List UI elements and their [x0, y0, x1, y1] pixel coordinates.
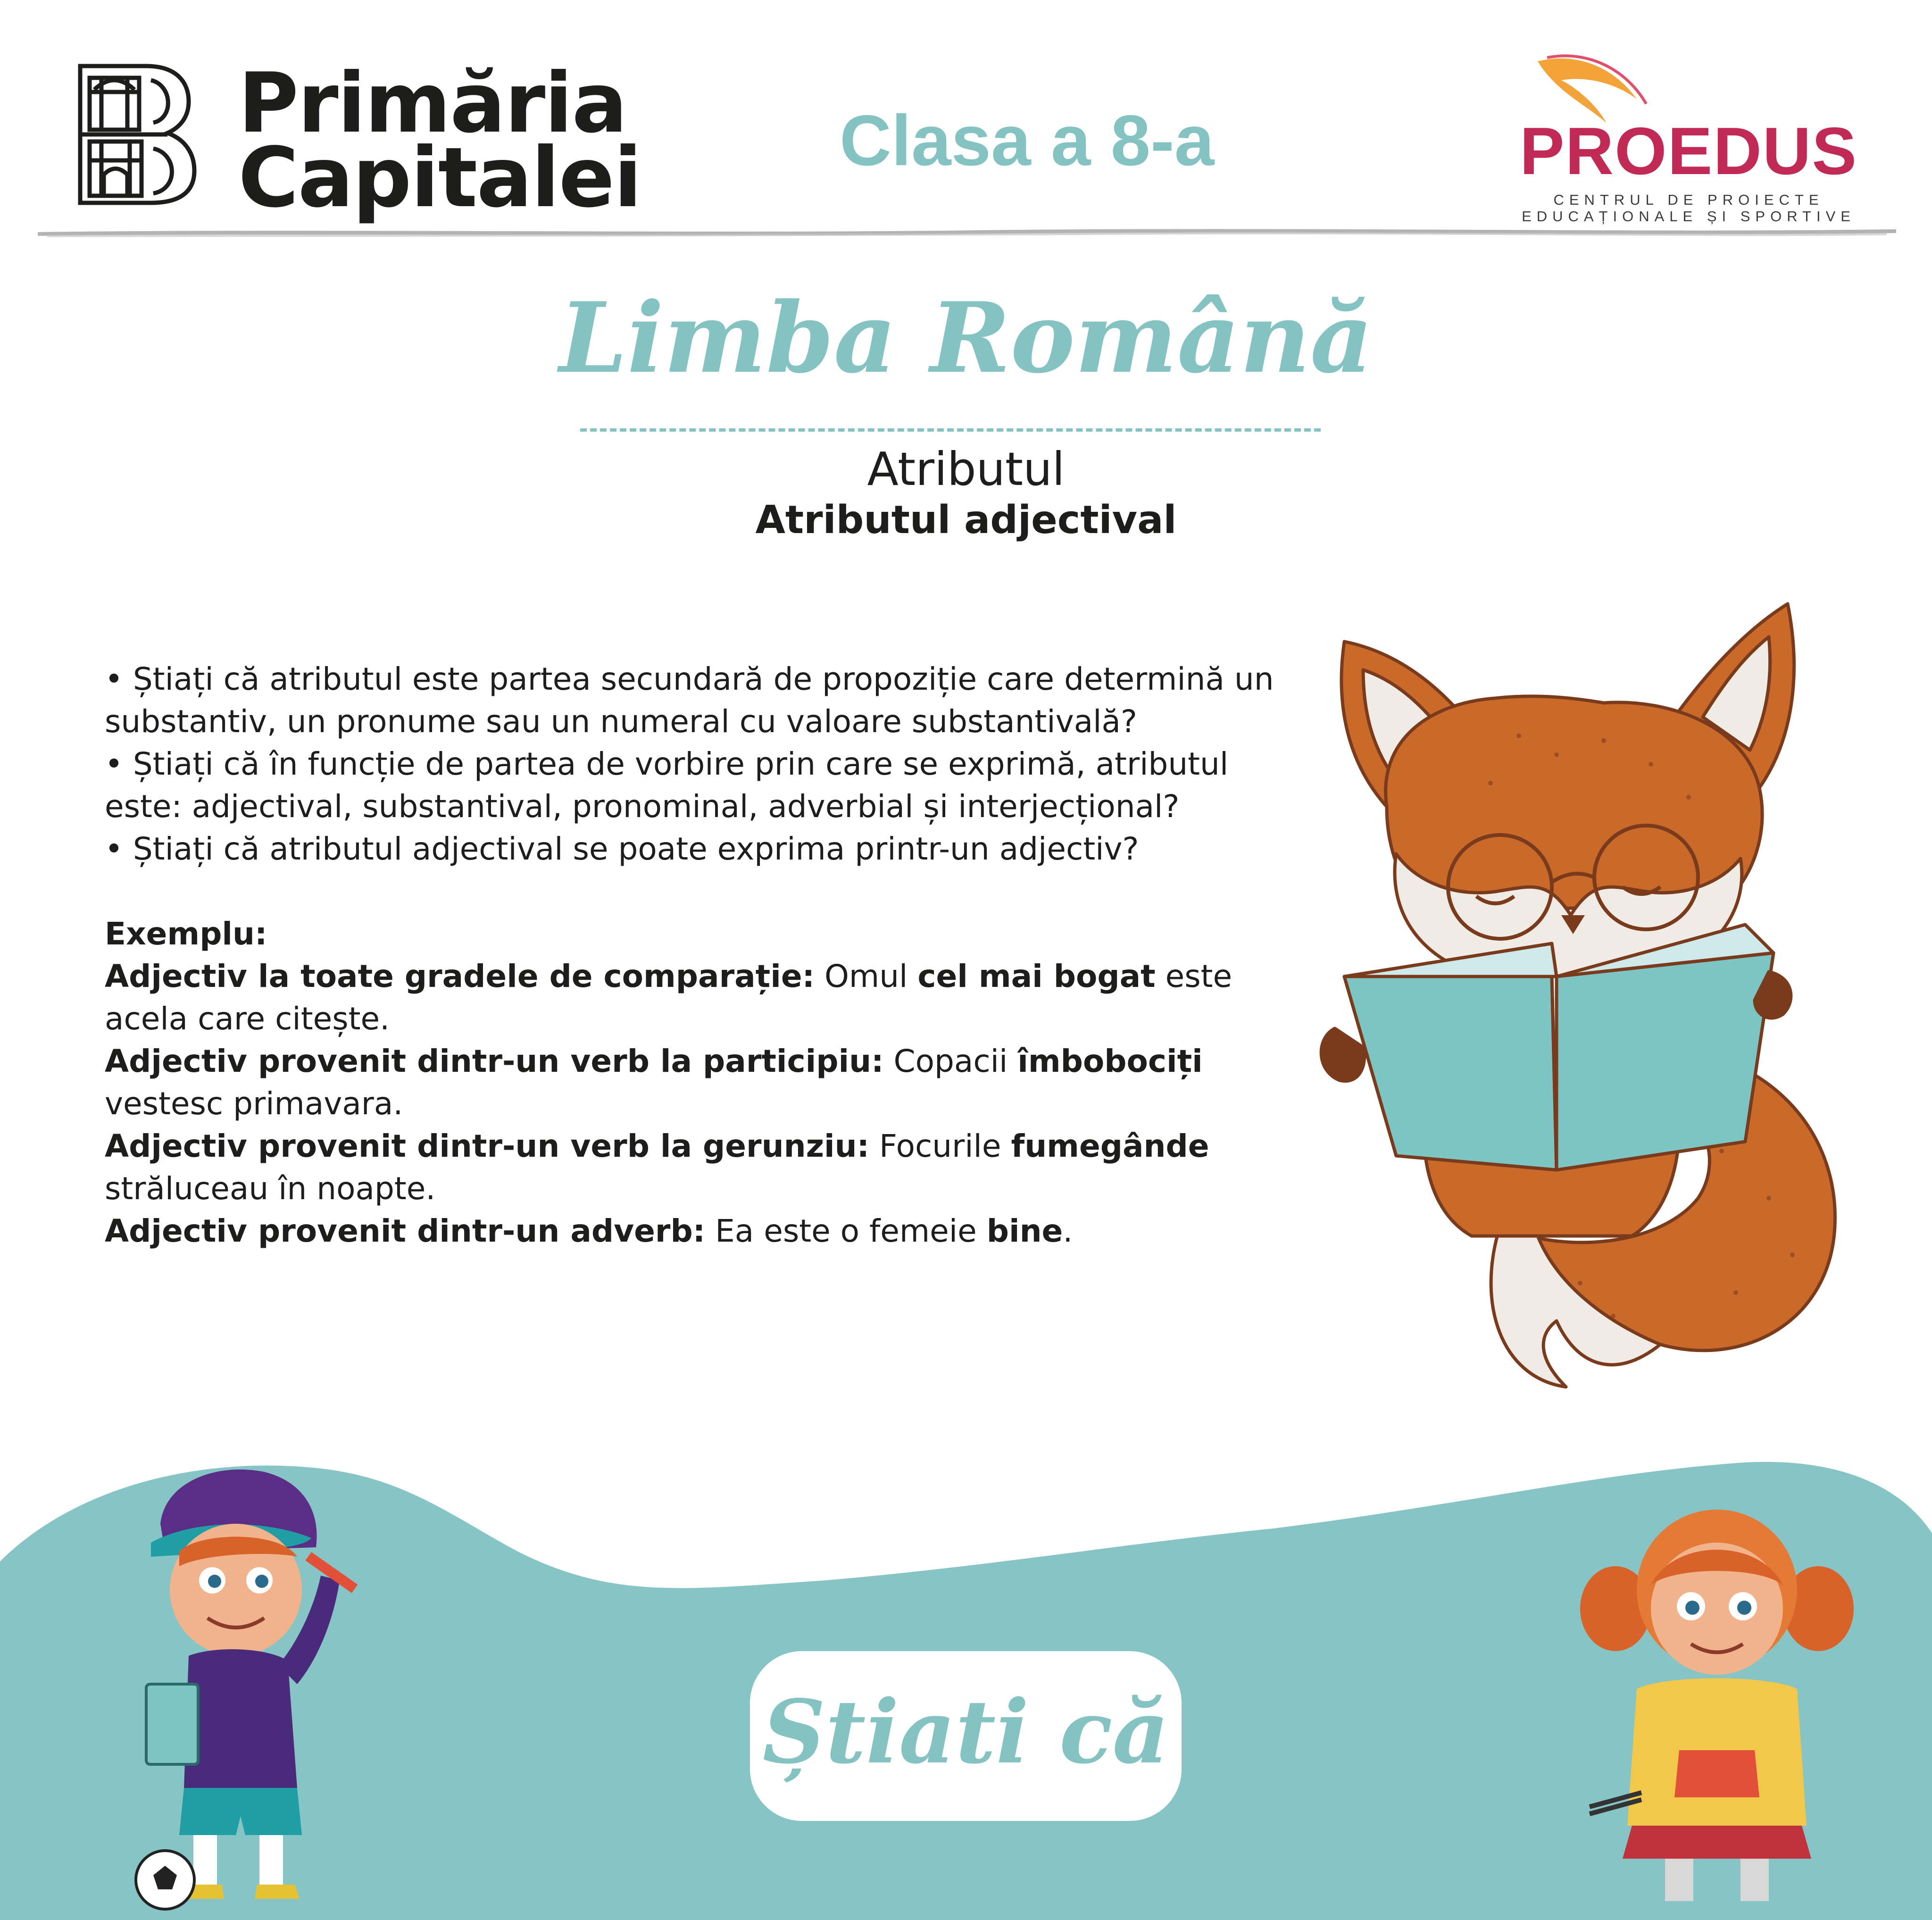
- fact-item: • Știați că atributul este partea secundară de propoziție care determină un substantiv, un pronume sau un numeral cu valoare substantivală?: [105, 661, 1274, 740]
- topic-title: Atributul: [867, 442, 1065, 496]
- proedus-name: PROEDUS: [1519, 114, 1858, 189]
- example-text-before: Copacii: [883, 1043, 1018, 1079]
- example-label: Adjectiv provenit dintr-un adverb:: [105, 1213, 706, 1249]
- example-highlight: fumegânde: [1011, 1128, 1209, 1164]
- fact-item: • Știați că în funcție de partea de vorbire prin care se exprimă, atributul este: adjectival, substantival, pronominal, adverbial și interjecțional?: [105, 746, 1229, 825]
- proedus-subtitle-line2: EDUCAȚIONALE ȘI SPORTIVE: [1522, 208, 1856, 225]
- girl-character-icon: [1571, 1467, 1863, 1915]
- example-text-after: vestesc primavara.: [105, 1085, 403, 1122]
- example-text-after: străluceau în noapte.: [105, 1170, 436, 1207]
- primaria-capitalei-logo-icon: [75, 61, 198, 208]
- example-highlight: îmbobociți: [1017, 1043, 1203, 1079]
- topic-subtitle: Atributul adjectival: [755, 498, 1177, 543]
- brand-name-line2: Capitalei: [238, 130, 641, 226]
- example-item: [105, 1125, 1307, 1210]
- class-title: Clasa a 8-a: [840, 100, 1215, 181]
- subject-title: Limba Română: [559, 282, 1373, 395]
- proedus-subtitle-line1: CENTRUL DE PROIECTE: [1553, 192, 1824, 208]
- title-divider: [580, 428, 1321, 432]
- example-text-before: Omul: [814, 958, 918, 994]
- example-highlight: cel mai bogat: [917, 958, 1156, 994]
- boy-character-icon: [123, 1458, 387, 1911]
- example-highlight: bine: [986, 1213, 1063, 1249]
- example-item: [105, 1210, 1307, 1252]
- example-text-after: .: [1063, 1213, 1073, 1249]
- example-label: Adjectiv la toate gradele de comparație:: [105, 958, 815, 994]
- example-text-before: Ea este o femeie: [705, 1213, 987, 1249]
- brand-name-line1: Primăria: [238, 56, 627, 151]
- content-block: [105, 658, 1307, 1252]
- example-text-after: este acela care citește.: [105, 958, 1232, 1037]
- example-label: Adjectiv provenit dintr-un verb la gerunziu:: [105, 1128, 869, 1164]
- example-item: [105, 955, 1307, 1040]
- stiati-label: Știati că: [762, 1680, 1169, 1783]
- header-divider: [38, 225, 1896, 240]
- example-item: [105, 1040, 1307, 1125]
- example-label: Adjectiv provenit dintr-un verb la participiu:: [105, 1043, 884, 1079]
- fact-item: • Știați că atributul adjectival se poate exprima printr-un adjectiv?: [105, 831, 1139, 867]
- examples-heading: Exemplu:: [105, 916, 267, 952]
- example-text-before: Focurile: [869, 1128, 1011, 1164]
- fox-reading-icon: [1274, 585, 1877, 1406]
